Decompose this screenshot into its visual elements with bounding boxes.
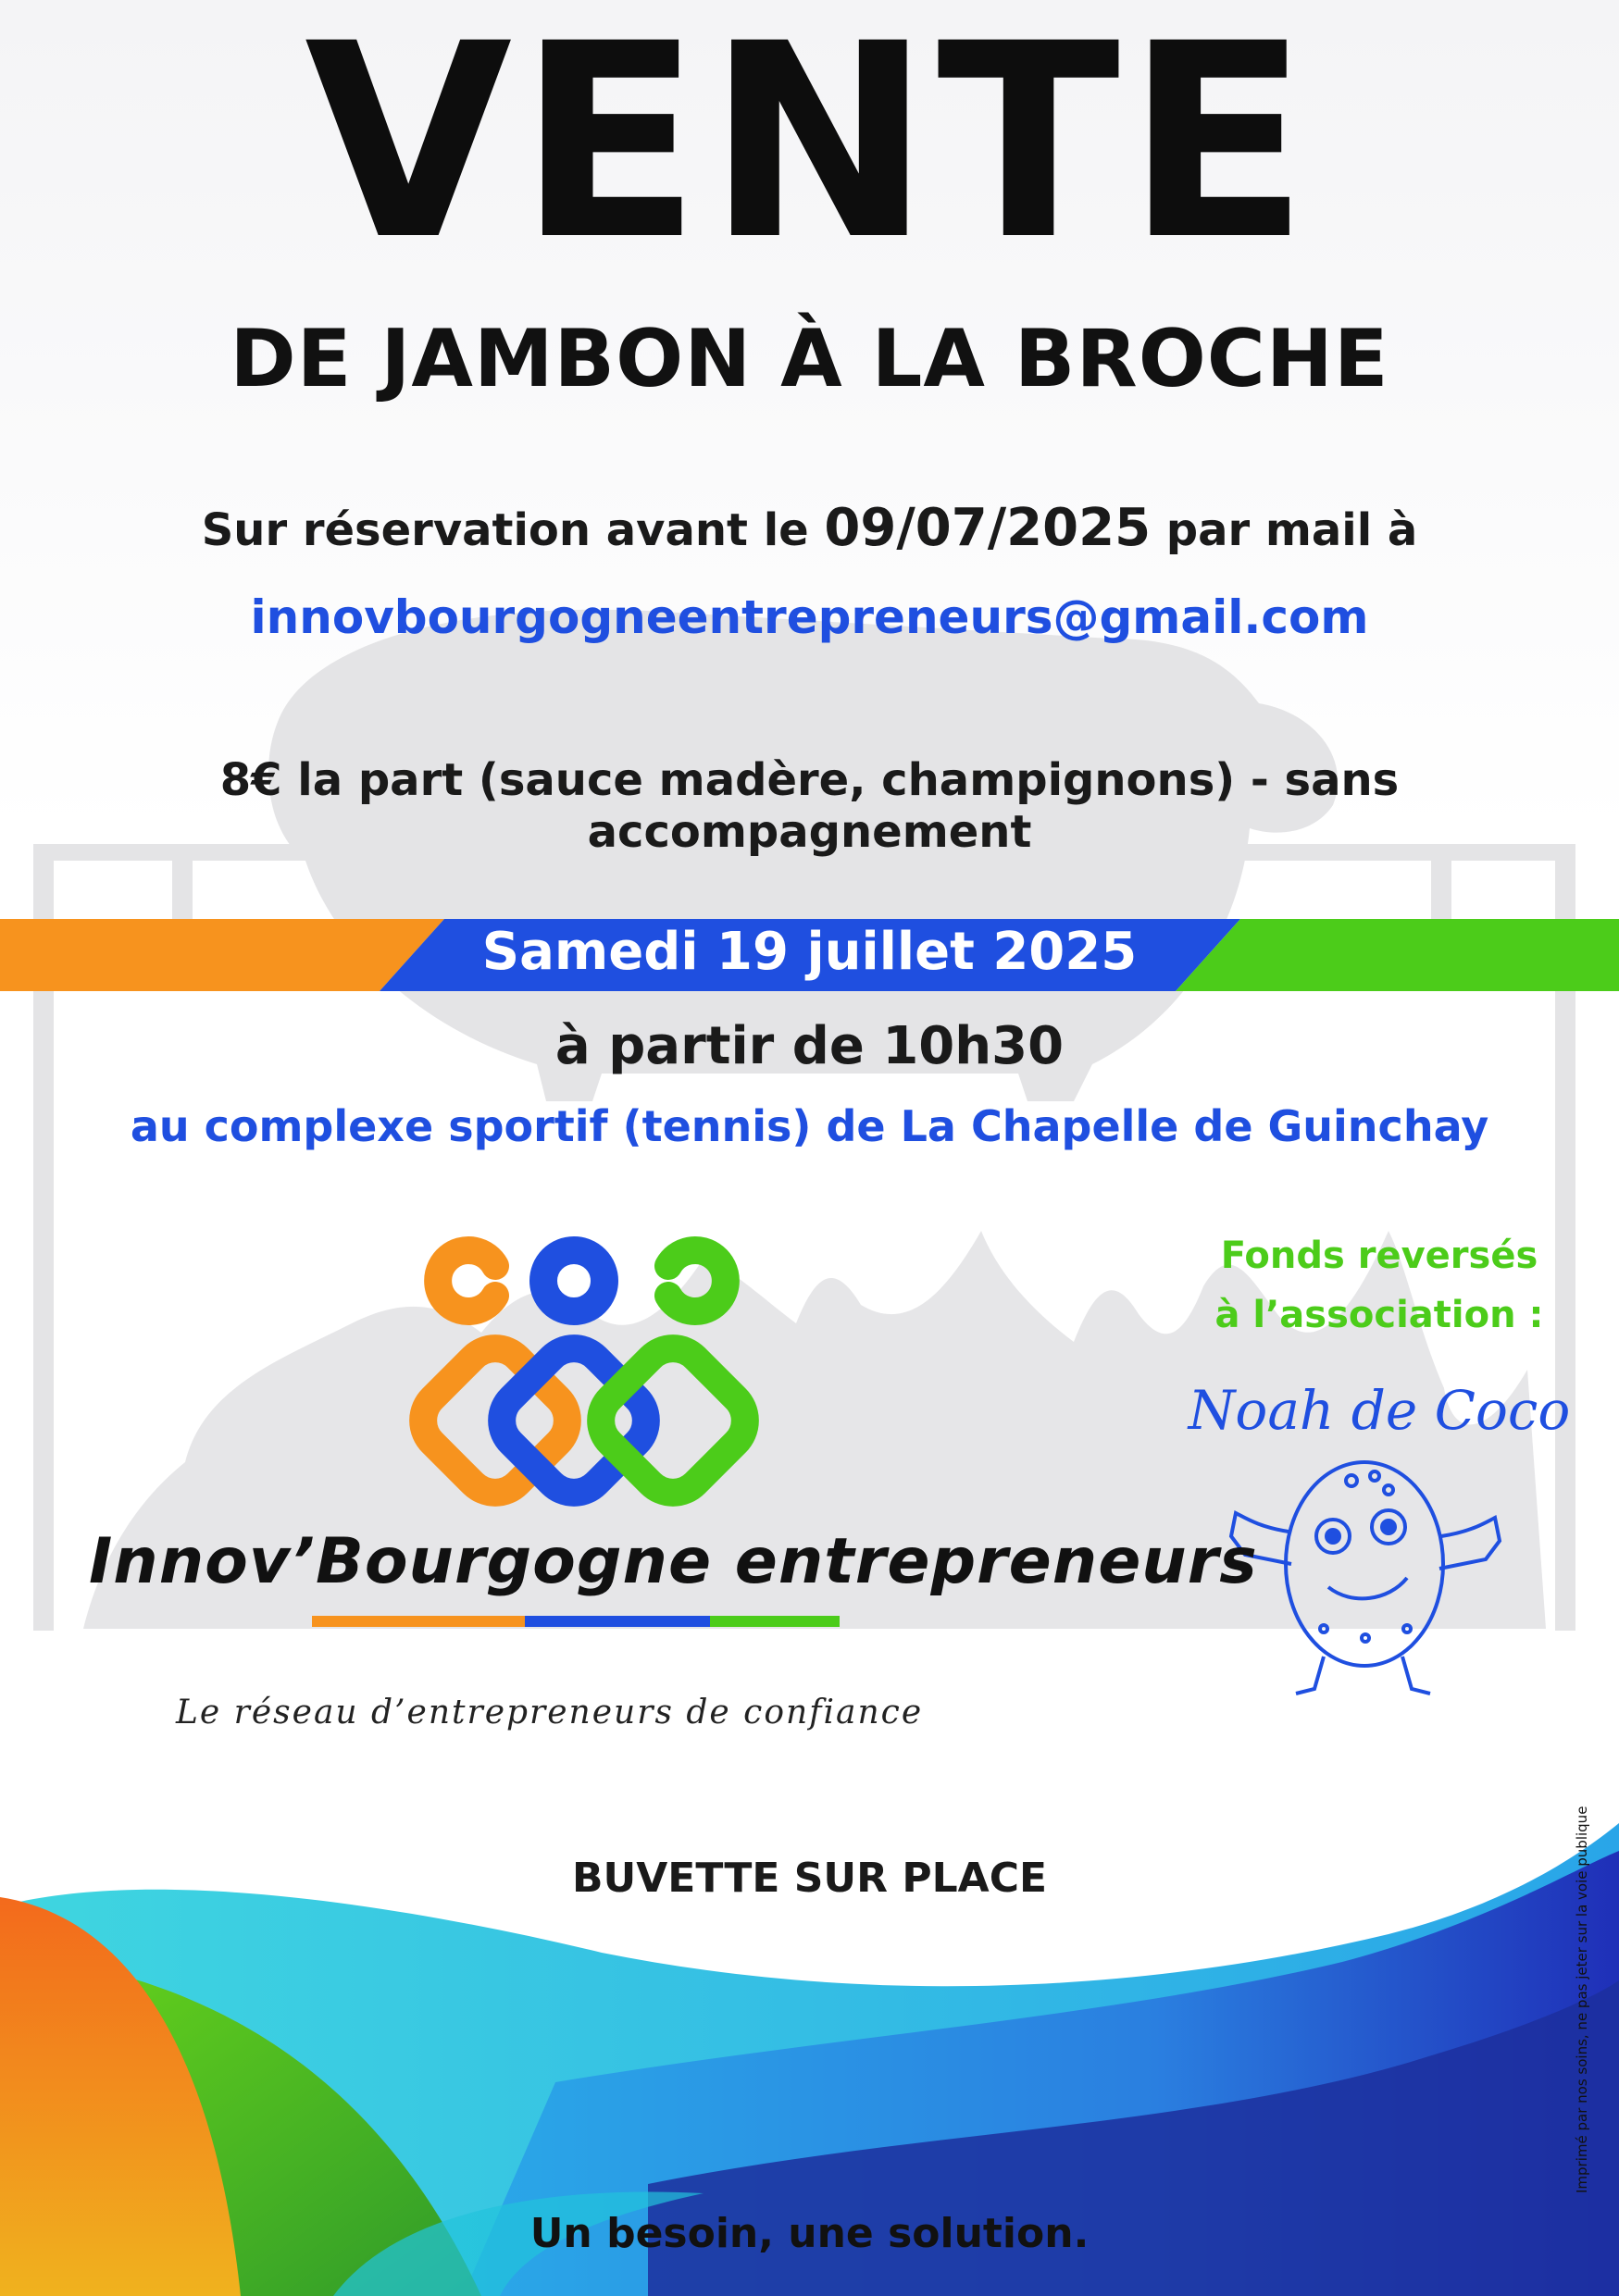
print-note: Imprimé par nos soins, ne pas jeter sur la voie publique: [1574, 1806, 1590, 2193]
buvette-notice: BUVETTE SUR PLACE: [571, 1855, 1048, 1902]
slogan: Un besoin, une solution.: [529, 2210, 1090, 2257]
brand-name: Innov’Bourgogne entrepreneurs: [89, 1525, 1258, 1598]
funds-line-2: à l’association :: [1214, 1294, 1544, 1336]
reservation-line: [0, 500, 1619, 557]
funds-notice: [1148, 1226, 1611, 1345]
funds-line-1: Fonds reversés: [1220, 1235, 1538, 1277]
event-place: au complexe sportif (tennis) de La Chapelle de Guinchay: [130, 1101, 1489, 1151]
price-line: 8€ la part (sauce madère, champignons) - sans accompagnement: [219, 754, 1400, 858]
reservation-suffix: par mail à: [1151, 504, 1418, 556]
poster-title: VENTE: [304, 0, 1315, 299]
event-time: à partir de 10h30: [554, 1016, 1065, 1076]
brand-tagline: Le réseau d’entrepreneurs de confiance: [176, 1694, 924, 1731]
contact-email[interactable]: innovbourgogneentrepreneurs@gmail.com: [250, 590, 1369, 644]
poster-subtitle: DE JAMBON À LA BROCHE: [230, 313, 1389, 405]
reservation-date: 09/07/2025: [824, 498, 1152, 558]
event-date: Samedi 19 juillet 2025: [481, 922, 1138, 982]
reservation-prefix: Sur réservation avant le: [201, 504, 825, 556]
association-name: Noah de Coco: [1188, 1379, 1571, 1442]
